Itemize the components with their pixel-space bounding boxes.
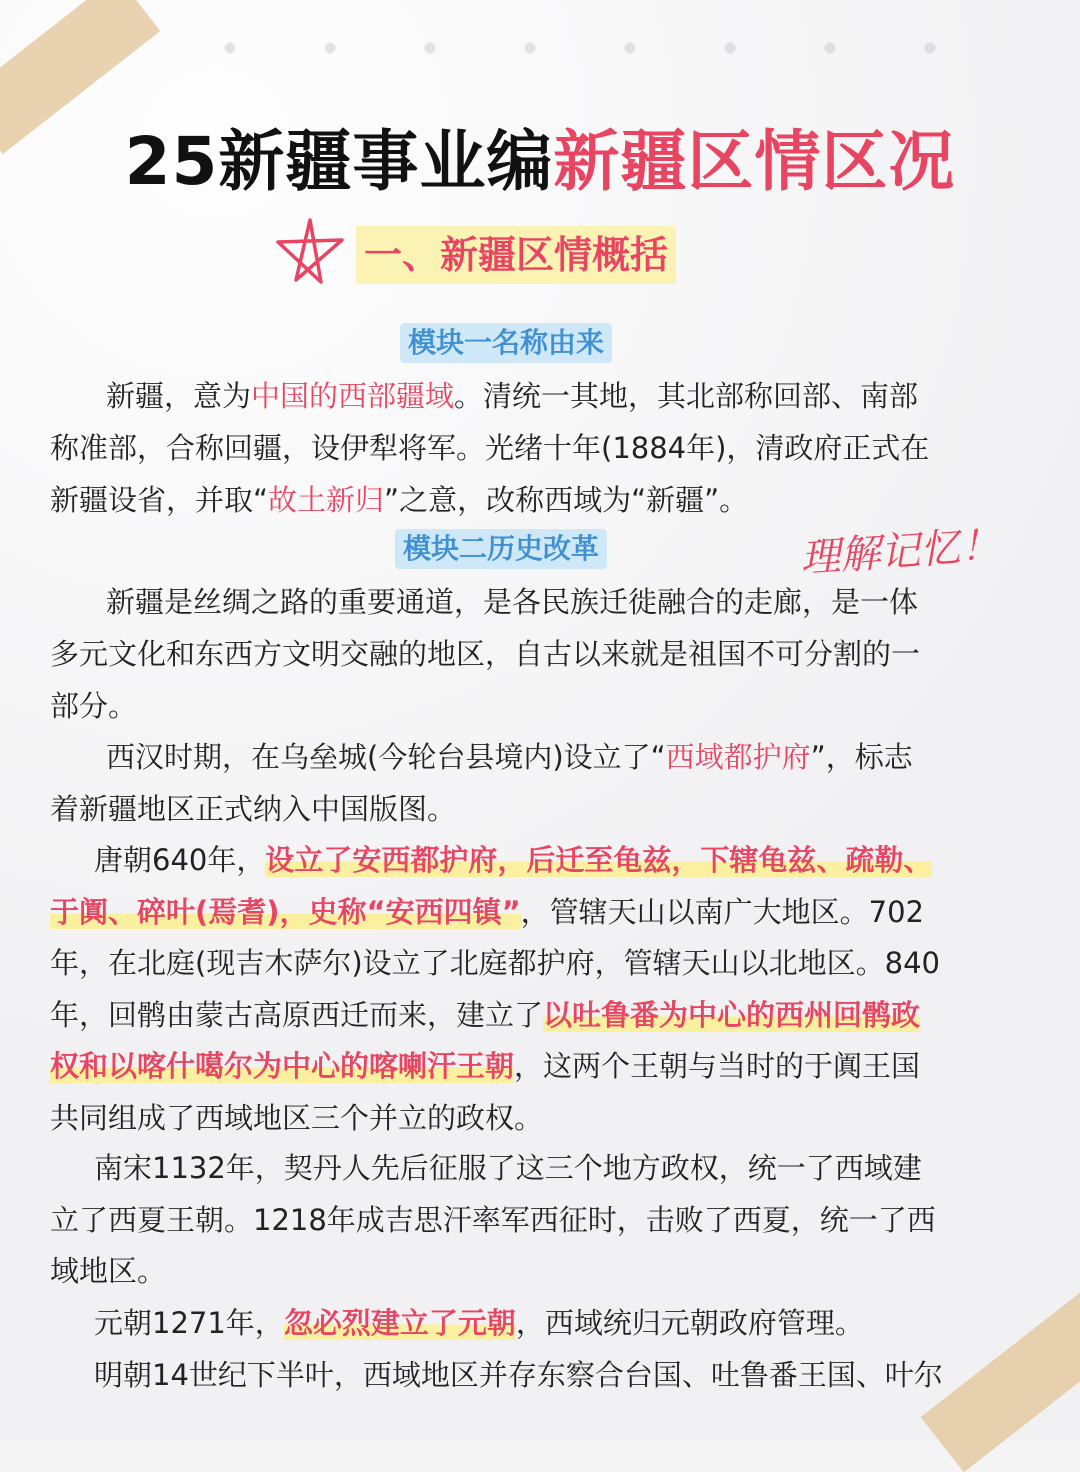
text-line: 年，在北庭(现吉木萨尔)设立了北庭都护府，管辖天山以北地区。840 xyxy=(50,946,940,980)
text-line: 共同组成了西域地区三个并立的政权。 xyxy=(50,1101,544,1135)
text-line: 权和以喀什噶尔为中心的喀喇汗王朝，这两个王朝与当时的于阗王国 xyxy=(50,1049,921,1083)
page-title xyxy=(0,108,1080,203)
text-line: 多元文化和东西方文明交融的地区，自古以来就是祖国不可分割的一 xyxy=(50,637,921,671)
text-line: 南宋1132年，契丹人先后征服了这三个地方政权，统一了西域建 xyxy=(94,1151,922,1185)
text-line: 新疆是丝绸之路的重要通道，是各民族迁徙融合的走廊，是一体 xyxy=(106,585,919,619)
text-line: 着新疆地区正式纳入中国版图。 xyxy=(50,792,457,826)
text-line: 域地区。 xyxy=(50,1254,167,1288)
text-line: 唐朝640年，设立了安西都护府，后迁至龟兹，下辖龟兹、疏勒、 xyxy=(94,843,933,877)
text-line: 元朝1271年，忽必烈建立了元朝，西域统归元朝政府管理。 xyxy=(94,1306,864,1340)
star-icon xyxy=(272,214,348,290)
handwritten-note: 理解记忆！ xyxy=(798,522,1002,582)
text-line: 部分。 xyxy=(50,689,138,723)
text-line: 新疆设省，并取“故土新归”之意，改称西域为“新疆”。 xyxy=(50,483,749,517)
text-line: 于阗、碎叶(焉耆)，史称“安西四镇”，管辖天山以南广大地区。702 xyxy=(50,895,924,929)
section-heading: 一、新疆区情概括 xyxy=(356,226,676,284)
title-part-1: 25新疆事业编 xyxy=(124,123,554,200)
binder-holes xyxy=(180,42,940,54)
text-line: 新疆，意为中国的西部疆域。清统一其地，其北部称回部、南部 xyxy=(106,379,919,413)
text-line: 年，回鹘由蒙古高原西迁而来，建立了以吐鲁番为中心的西州回鹘政 xyxy=(50,998,921,1032)
text-line: 明朝14世纪下半叶，西域地区并存东察合台国、吐鲁番王国、叶尔 xyxy=(94,1358,943,1392)
text-line: 西汉时期，在乌垒城(今轮台县境内)设立了“西域都护府”，标志 xyxy=(106,740,913,774)
module-label-2: 模块二历史改革 xyxy=(395,529,607,569)
module-label-1: 模块一名称由来 xyxy=(400,323,612,363)
title-part-2: 新疆区情区况 xyxy=(553,123,956,200)
text-line: 称准部，合称回疆，设伊犁将军。光绪十年(1884年)，清政府正式在 xyxy=(50,431,930,465)
text-line: 立了西夏王朝。1218年成吉思汗率军西征时，击败了西夏，统一了西 xyxy=(50,1203,936,1237)
